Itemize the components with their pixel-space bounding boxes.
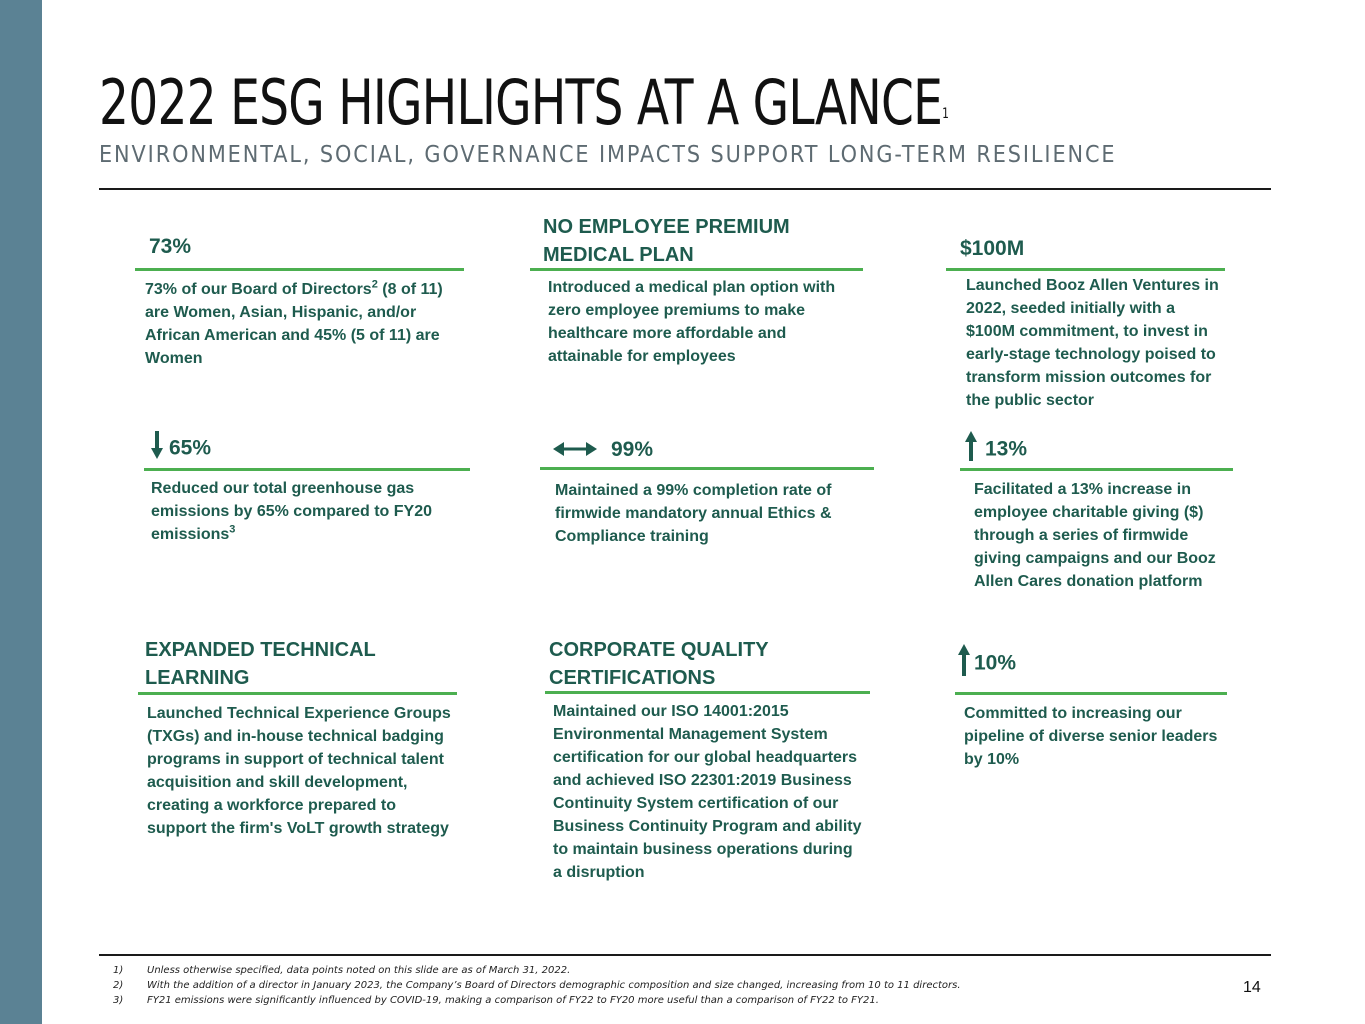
arrow-left-right-icon xyxy=(553,436,597,464)
highlight-underline xyxy=(960,468,1233,471)
highlight-underline xyxy=(138,692,457,695)
highlight-quality-certifications-heading: CORPORATE QUALITY CERTIFICATIONS xyxy=(549,639,769,689)
highlight-technical-learning-text: Launched Technical Experience Groups (TXGs) and in-house technical badging programs in support of technical talent acquisition and skill development, creating a workforce prepared to support the firm's VoLT growth strategy xyxy=(147,705,451,837)
page-title: 2022 ESG HIGHLIGHTS AT A GLANCE$^1$ xyxy=(99,66,949,139)
highlight-ventures-heading: $100M xyxy=(960,237,1025,260)
page-number: 14 xyxy=(1243,979,1261,996)
footnote-marker-3: 3 xyxy=(229,523,236,536)
highlight-underline xyxy=(540,467,874,470)
arrow-up-icon xyxy=(965,431,977,469)
sidebar-accent-bar xyxy=(0,0,42,1024)
highlight-technical-learning-heading: EXPANDED TECHNICAL LEARNING xyxy=(145,639,376,689)
highlight-underline xyxy=(135,268,464,271)
highlight-board-diversity-heading: 73% xyxy=(149,235,192,258)
highlight-medical-plan-heading: NO EMPLOYEE PREMIUM MEDICAL PLAN xyxy=(543,216,790,266)
highlight-underline xyxy=(946,268,1225,271)
arrow-down-icon xyxy=(151,431,163,467)
highlight-ventures-text: Launched Booz Allen Ventures in 2022, seeded initially with a $100M commitment, to invest in early-stage technology poised to transform mission outcomes for the public sector xyxy=(966,277,1219,409)
highlight-underline xyxy=(545,691,870,694)
highlight-diverse-leaders-text: Committed to increasing our pipeline of diverse senior leaders by 10% xyxy=(964,705,1218,768)
highlight-underline xyxy=(955,692,1227,695)
footnote-marker-2: 2 xyxy=(371,278,378,291)
footnote-item: 1) Unless otherwise specified, data points noted on this slide are as of March 31, 2022. xyxy=(113,965,571,976)
highlight-medical-plan-text: Introduced a medical plan option with zero employee premiums to make healthcare more affordable and attainable for employees xyxy=(548,279,836,365)
footnotes xyxy=(113,963,1113,1008)
arrow-up-icon xyxy=(958,644,970,684)
footnote-item: 2) With the addition of a director in January 2023, the Company’s Board of Directors demographic composition and size changed, increasing from 10 to 11 directors. xyxy=(113,980,961,991)
highlight-board-diversity-text: 73% of our Board of Directors$^2$ (8 of 11) are Women, Asian, Hispanic, and/or African American and 45% (5 of 11) are Women xyxy=(145,278,443,367)
highlight-charitable-giving-text: Facilitated a 13% increase in employee charitable giving ($) through a series of firmwide giving campaigns and our Booz Allen Cares donation platform xyxy=(974,481,1216,590)
highlight-underline xyxy=(144,468,470,471)
highlight-diverse-leaders-heading: 10% xyxy=(958,644,1016,684)
highlight-emissions-heading: 65% xyxy=(151,431,211,467)
highlight-ethics-training-heading: 99% xyxy=(553,436,653,464)
highlight-emissions-text: Reduced our total greenhouse gas emissions by 65% compared to FY20 emissions$^3$ xyxy=(151,480,432,543)
footer-divider xyxy=(99,954,1271,956)
highlight-quality-certifications-text: Maintained our ISO 14001:2015 Environmental Management System certification for our global headquarters and achieved ISO 22301:2019 Business Continuity System certification of our Business Continuity Program and ability to maintain business operations during a disruption xyxy=(553,703,862,881)
footnote-item: 3) FY21 emissions were significantly influenced by COVID-19, making a comparison of FY22 to FY20 more useful than a comparison of FY22 to FY21. xyxy=(113,995,879,1006)
highlight-ethics-training-text: Maintained a 99% completion rate of firmwide mandatory annual Ethics & Compliance training xyxy=(555,482,832,545)
highlight-underline xyxy=(530,268,863,271)
highlight-charitable-giving-heading: 13% xyxy=(965,431,1027,469)
header-divider xyxy=(99,188,1271,190)
page-subtitle: ENVIRONMENTAL, SOCIAL, GOVERNANCE IMPACTS SUPPORT LONG-TERM RESILIENCE xyxy=(99,142,1117,168)
title-footnote-marker: 1 xyxy=(942,106,949,122)
